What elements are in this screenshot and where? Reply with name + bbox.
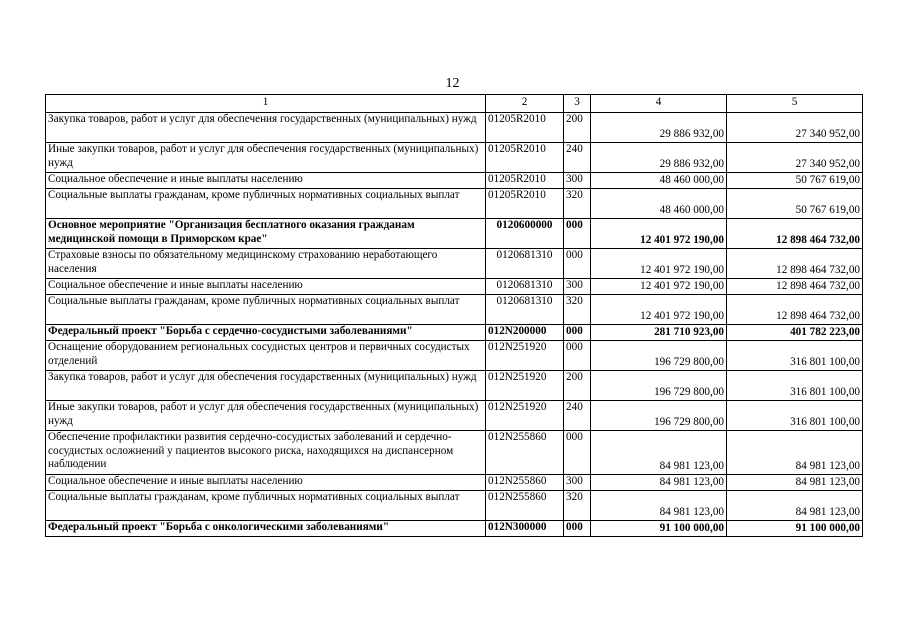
row-value-col4-cell: 12 401 972 190,00 (591, 249, 727, 279)
table-row (46, 475, 863, 491)
table-row (46, 491, 863, 521)
row-vr-cell: 240 (564, 143, 591, 173)
row-code-cell: 0120681310 (486, 279, 564, 295)
row-vr-cell: 300 (564, 475, 591, 491)
row-code-cell: 012N255860 (486, 431, 564, 475)
table-row (46, 341, 863, 371)
header-col-4: 4 (591, 95, 727, 113)
row-name-cell: Социальные выплаты гражданам, кроме публичных нормативных социальных выплат (46, 189, 486, 219)
row-code-cell: 01205R2010 (486, 189, 564, 219)
row-value-col4-cell: 91 100 000,00 (591, 521, 727, 537)
row-name-cell: Иные закупки товаров, работ и услуг для обеспечения государственных (муниципальных) нужд (46, 401, 486, 431)
row-vr-cell: 300 (564, 279, 591, 295)
row-code-cell: 0120600000 (486, 219, 564, 249)
row-value-col4-cell: 12 401 972 190,00 (591, 295, 727, 325)
table-body (46, 113, 863, 537)
budget-table (45, 94, 863, 537)
row-vr-cell: 000 (564, 249, 591, 279)
table-row (46, 401, 863, 431)
row-value-col5-cell: 12 898 464 732,00 (727, 295, 863, 325)
header-col-3: 3 (564, 95, 591, 113)
row-value-col4-cell: 48 460 000,00 (591, 173, 727, 189)
row-code-cell: 012N200000 (486, 325, 564, 341)
row-value-col4-cell: 84 981 123,00 (591, 491, 727, 521)
table-row (46, 189, 863, 219)
table-row (46, 279, 863, 295)
row-value-col4-cell: 29 886 932,00 (591, 143, 727, 173)
row-vr-cell: 000 (564, 521, 591, 537)
page-number: 12 (445, 76, 460, 91)
table-row (46, 113, 863, 143)
row-value-col5-cell: 27 340 952,00 (727, 113, 863, 143)
row-value-col5-cell: 84 981 123,00 (727, 431, 863, 475)
row-code-cell: 012N255860 (486, 475, 564, 491)
row-value-col4-cell: 12 401 972 190,00 (591, 219, 727, 249)
row-name-cell: Закупка товаров, работ и услуг для обеспечения государственных (муниципальных) нужд (46, 113, 486, 143)
row-code-cell: 012N251920 (486, 341, 564, 371)
row-code-cell: 0120681310 (486, 295, 564, 325)
header-col-2: 2 (486, 95, 564, 113)
row-value-col5-cell: 316 801 100,00 (727, 371, 863, 401)
row-value-col5-cell: 84 981 123,00 (727, 475, 863, 491)
row-vr-cell: 000 (564, 325, 591, 341)
row-value-col5-cell: 12 898 464 732,00 (727, 279, 863, 295)
row-value-col5-cell: 84 981 123,00 (727, 491, 863, 521)
table-row (46, 521, 863, 537)
row-name-cell: Иные закупки товаров, работ и услуг для обеспечения государственных (муниципальных) нужд (46, 143, 486, 173)
table-row (46, 173, 863, 189)
row-code-cell: 0120681310 (486, 249, 564, 279)
row-name-cell: Закупка товаров, работ и услуг для обеспечения государственных (муниципальных) нужд (46, 371, 486, 401)
row-code-cell: 012N251920 (486, 401, 564, 431)
row-name-cell: Страховые взносы по обязательному медицинскому страхованию неработающего населения (46, 249, 486, 279)
table-row (46, 249, 863, 279)
row-value-col4-cell: 196 729 800,00 (591, 401, 727, 431)
header-col-1: 1 (46, 95, 486, 113)
row-vr-cell: 000 (564, 341, 591, 371)
row-value-col5-cell: 12 898 464 732,00 (727, 249, 863, 279)
row-value-col4-cell: 48 460 000,00 (591, 189, 727, 219)
header-row (46, 95, 863, 113)
row-value-col4-cell: 281 710 923,00 (591, 325, 727, 341)
row-code-cell: 012N255860 (486, 491, 564, 521)
row-name-cell: Социальные выплаты гражданам, кроме публичных нормативных социальных выплат (46, 491, 486, 521)
row-code-cell: 01205R2010 (486, 113, 564, 143)
row-value-col4-cell: 196 729 800,00 (591, 341, 727, 371)
row-vr-cell: 200 (564, 113, 591, 143)
row-vr-cell: 000 (564, 219, 591, 249)
row-value-col5-cell: 316 801 100,00 (727, 401, 863, 431)
row-name-cell: Оснащение оборудованием региональных сосудистых центров и первичных сосудистых отделений (46, 341, 486, 371)
row-value-col4-cell: 84 981 123,00 (591, 431, 727, 475)
row-value-col5-cell: 12 898 464 732,00 (727, 219, 863, 249)
row-value-col5-cell: 91 100 000,00 (727, 521, 863, 537)
row-vr-cell: 320 (564, 189, 591, 219)
table-header (46, 95, 863, 113)
row-name-cell: Федеральный проект "Борьба с сердечно-сосудистыми заболеваниями" (46, 325, 486, 341)
row-name-cell: Обеспечение профилактики развития сердечно-сосудистых заболеваний и сердечно-сосудистых осложнений у пациентов высокого риска, находящихся на диспансерном наблюдении (46, 431, 486, 475)
row-vr-cell: 200 (564, 371, 591, 401)
table-row (46, 371, 863, 401)
row-vr-cell: 240 (564, 401, 591, 431)
row-code-cell: 01205R2010 (486, 143, 564, 173)
table-row (46, 219, 863, 249)
row-value-col4-cell: 84 981 123,00 (591, 475, 727, 491)
row-value-col5-cell: 50 767 619,00 (727, 173, 863, 189)
row-value-col4-cell: 12 401 972 190,00 (591, 279, 727, 295)
row-value-col4-cell: 29 886 932,00 (591, 113, 727, 143)
row-vr-cell: 000 (564, 431, 591, 475)
row-value-col5-cell: 50 767 619,00 (727, 189, 863, 219)
table-row (46, 143, 863, 173)
row-code-cell: 012N251920 (486, 371, 564, 401)
row-vr-cell: 320 (564, 491, 591, 521)
row-value-col4-cell: 196 729 800,00 (591, 371, 727, 401)
row-name-cell: Социальное обеспечение и иные выплаты населению (46, 173, 486, 189)
row-vr-cell: 320 (564, 295, 591, 325)
row-value-col5-cell: 27 340 952,00 (727, 143, 863, 173)
row-value-col5-cell: 316 801 100,00 (727, 341, 863, 371)
row-code-cell: 01205R2010 (486, 173, 564, 189)
row-name-cell: Социальное обеспечение и иные выплаты населению (46, 279, 486, 295)
row-name-cell: Социальные выплаты гражданам, кроме публичных нормативных социальных выплат (46, 295, 486, 325)
row-name-cell: Социальное обеспечение и иные выплаты населению (46, 475, 486, 491)
row-value-col5-cell: 401 782 223,00 (727, 325, 863, 341)
header-col-5: 5 (727, 95, 863, 113)
row-name-cell: Основное мероприятие "Организация бесплатного оказания гражданам медицинской помощи в Приморском крае" (46, 219, 486, 249)
row-vr-cell: 300 (564, 173, 591, 189)
row-code-cell: 012N300000 (486, 521, 564, 537)
table-row (46, 325, 863, 341)
table-row (46, 431, 863, 475)
row-name-cell: Федеральный проект "Борьба с онкологическими заболеваниями" (46, 521, 486, 537)
table-row (46, 295, 863, 325)
